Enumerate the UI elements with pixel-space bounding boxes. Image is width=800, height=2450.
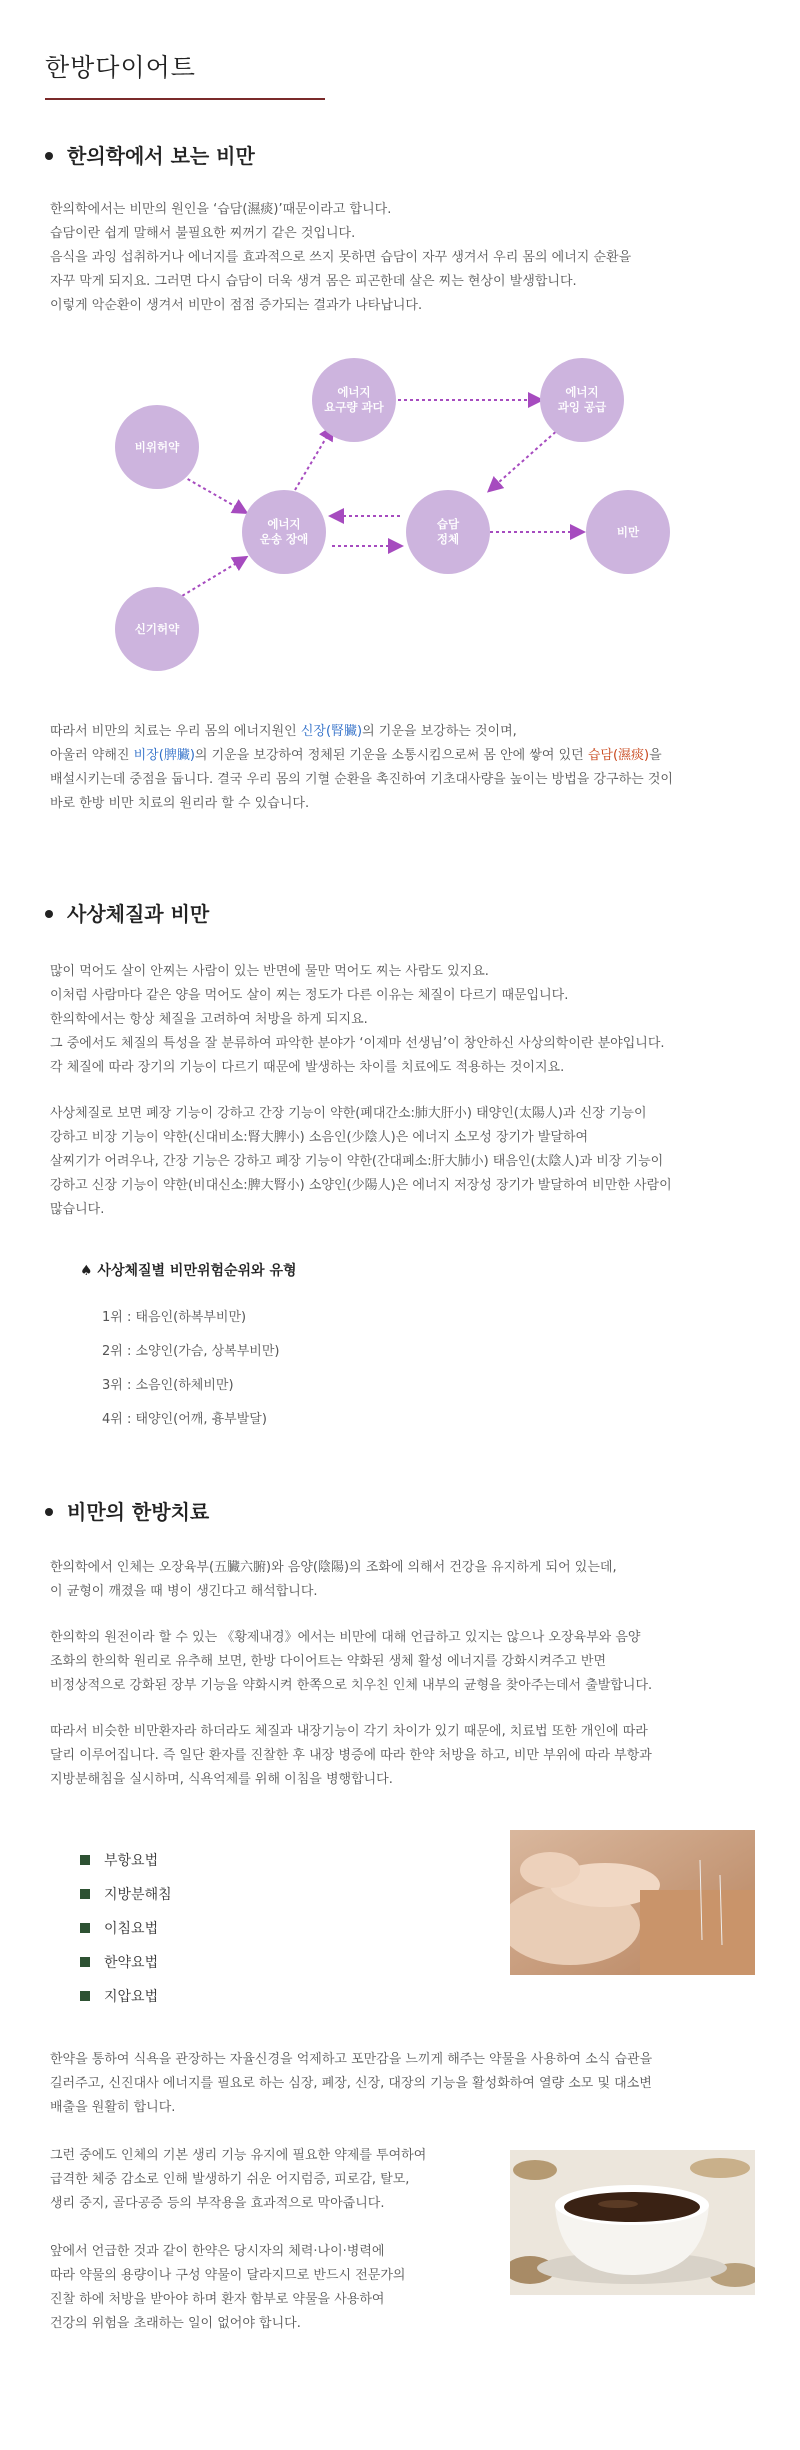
intro-paragraph xyxy=(50,198,770,318)
treatment-label: 이침요법 xyxy=(104,1921,159,1937)
treatment-list-item xyxy=(80,1918,158,1938)
paragraph-line: 따라서 비슷한 비만환자라 하더라도 체질과 내장기능이 각기 차이가 있기 때문에, 치료법 또한 개인에 따라 xyxy=(50,1724,648,1739)
treatment-paragraph-6 xyxy=(50,2240,490,2336)
arrow-supply-to-phlegm xyxy=(490,428,560,490)
square-bullet xyxy=(80,1889,90,1899)
treatment-label: 부항요법 xyxy=(104,1853,159,1869)
constitution-paragraph-2 xyxy=(50,1102,770,1222)
treatment-list-item xyxy=(80,1884,172,1904)
constitution-paragraph-1 xyxy=(50,960,770,1080)
conclusion-paragraph xyxy=(50,720,770,816)
paragraph-line: 사상체질로 보면 폐장 기능이 강하고 간장 기능이 약한(폐대간소:肺大肝小) 태양인(太陽人)과 신장 기능이 xyxy=(50,1106,647,1121)
node-label: 비위허약 xyxy=(134,439,180,454)
section-heading-treatment xyxy=(45,1496,209,1525)
herbal-medicine-photo xyxy=(510,2150,755,2295)
paragraph-line: 급격한 체중 감소로 인해 발생하기 쉬운 어지럼증, 피로감, 탈모, xyxy=(50,2172,410,2187)
treatment-paragraph-3 xyxy=(50,1720,770,1792)
treatment-label: 지압요법 xyxy=(104,1989,159,2005)
paragraph-line: 이 균형이 깨졌을 때 병이 생긴다고 해석합니다. xyxy=(50,1584,318,1599)
conclusion-line-2 xyxy=(50,744,770,768)
paragraph-line: 한약을 통하여 식욕을 관장하는 자율신경을 억제하고 포만감을 느끼게 해주는 약물을 사용하여 소식 습관을 xyxy=(50,2052,653,2067)
paragraph-line: 조화의 한의학 원리로 유추해 보면, 한방 다이어트는 약화된 생체 활성 에너지를 강화시켜주고 반면 xyxy=(50,1654,607,1669)
bullet-dot xyxy=(45,152,53,160)
section-heading-text: 비만의 한방치료 xyxy=(67,1500,210,1524)
paragraph-line: 강하고 신장 기능이 약한(비대신소:脾大腎小) 소양인(少陽人)은 에너지 저장성 장기가 발달하여 비만한 사람이 xyxy=(50,1178,672,1193)
node-kidney-weakness xyxy=(115,587,199,671)
treatment-label: 지방분해침 xyxy=(104,1887,172,1903)
node-spleen-weakness xyxy=(115,405,199,489)
paragraph-line: 각 체질에 따라 장기의 기능이 다르기 때문에 발생하는 차이를 치료에도 적용하는 것이지요. xyxy=(50,1060,565,1075)
obesity-cycle-diagram xyxy=(100,340,700,670)
treatment-list-item xyxy=(80,1986,158,2006)
highlight-kidney: 신장(腎臟) xyxy=(300,724,363,739)
paragraph-line: 그 중에서도 체질의 특성을 잘 분류하여 파악한 분야가 ‘이제마 선생님’이 창안하신 사상의학이란 분야입니다. xyxy=(50,1036,665,1051)
highlight-spleen: 비장(脾臟) xyxy=(133,748,195,763)
node-label: 요구량 과다 xyxy=(324,400,384,414)
node-label: 운송 장애 xyxy=(259,532,309,546)
section-heading-text: 사상체질과 비만 xyxy=(67,902,210,926)
risk-rank-item: 3위 : 소음인(하체비만) xyxy=(102,1378,234,1393)
node-label: 에너지 xyxy=(565,385,599,399)
square-bullet xyxy=(80,1991,90,2001)
intro-line: 이렇게 악순환이 생겨서 비만이 점점 증가되는 결과가 나타납니다. xyxy=(50,298,423,313)
acupuncture-photo xyxy=(510,1830,755,1975)
paragraph-line: 따라 약물의 용량이나 구성 약물이 달라지므로 반드시 전문가의 xyxy=(50,2268,406,2283)
paragraph-line: 많습니다. xyxy=(50,1202,105,1217)
bullet-dot xyxy=(45,1508,53,1516)
paragraph-line: 길러주고, 신진대사 에너지를 필요로 하는 심장, 폐장, 신장, 대장의 기능을 활성화하여 열량 소모 및 대소변 xyxy=(50,2076,652,2091)
paragraph-line: 앞에서 언급한 것과 같이 한약은 당시자의 체력·나이·병력에 xyxy=(50,2244,385,2259)
node-label: 비만 xyxy=(616,524,640,539)
page-title: 한방다이어트 xyxy=(45,53,196,82)
paragraph-line: 달리 이루어집니다. 즉 일단 환자를 진찰한 후 내장 병증에 따라 한약 처방을 하고, 비만 부위에 따라 부항과 xyxy=(50,1748,652,1763)
conclusion-line-1 xyxy=(50,720,770,744)
node-phlegm-stagnation xyxy=(406,490,490,574)
node-energy-transport-block xyxy=(242,490,326,574)
risk-ranking-title: ♠ 사상체질별 비만위험순위와 유형 xyxy=(80,1263,297,1279)
paragraph-line: 비정상적으로 강화된 장부 기능을 약화시켜 한쪽으로 치우친 인체 내부의 균형을 찾아주는데서 출발합니다. xyxy=(50,1678,653,1693)
intro-line: 습담이란 쉽게 말해서 불필요한 찌꺼기 같은 것입니다. xyxy=(50,226,356,241)
node-label: 에너지 xyxy=(337,385,371,399)
risk-rank-item: 1위 : 태음인(하복부비만) xyxy=(102,1310,247,1325)
square-bullet xyxy=(80,1957,90,1967)
treatment-list-item xyxy=(80,1850,158,1870)
section-heading-text: 한의학에서 보는 비만 xyxy=(67,144,255,168)
treatment-paragraph-4 xyxy=(50,2048,770,2120)
text-span: 아울러 약해진 xyxy=(50,748,134,763)
conclusion-line-3: 배설시키는데 중점을 둡니다. 결국 우리 몸의 기혈 순환을 촉진하여 기초대사량을 높이는 방법을 강구하는 것이 xyxy=(50,772,673,787)
node-energy-oversupply xyxy=(540,358,624,442)
paragraph-line: 건강의 위험을 초래하는 일이 없어야 합니다. xyxy=(50,2316,301,2331)
intro-line: 자꾸 막게 되지요. 그러면 다시 습담이 더욱 생겨 몸은 피곤한데 살은 찌는 현상이 발생합니다. xyxy=(50,274,577,289)
paragraph-line: 진찰 하에 처방을 받아야 하며 환자 함부로 약물을 사용하여 xyxy=(50,2292,385,2307)
node-energy-demand-excess xyxy=(312,358,396,442)
paragraph-line: 그런 중에도 인체의 기본 생리 기능 유지에 필요한 약제를 투여하여 xyxy=(50,2148,427,2163)
treatment-paragraph-5 xyxy=(50,2144,490,2216)
text-span: 의 기운을 보강하는 것이며, xyxy=(362,724,517,739)
paragraph-line: 한의학에서는 항상 체질을 고려하여 처방을 하게 되지요. xyxy=(50,1012,368,1027)
treatment-paragraph-2 xyxy=(50,1626,770,1698)
conclusion-line-4: 바로 한방 비만 치료의 원리라 할 수 있습니다. xyxy=(50,796,310,811)
square-bullet xyxy=(80,1923,90,1933)
node-label: 신기허약 xyxy=(134,621,180,636)
paragraph-line: 많이 먹어도 살이 안찌는 사람이 있는 반면에 물만 먹어도 찌는 사람도 있지요. xyxy=(50,964,489,979)
risk-rank-item: 4위 : 태양인(어깨, 흉부발달) xyxy=(102,1412,267,1427)
paragraph-line: 살찌기가 어려우나, 간장 기능은 강하고 폐장 기능이 약한(간대폐소:肝大肺小) 태음인(太陰人)과 비장 기능이 xyxy=(50,1154,664,1169)
paragraph-line: 배출을 원활히 합니다. xyxy=(50,2100,176,2115)
title-underline xyxy=(45,98,325,100)
paragraph-line: 한의학에서 인체는 오장육부(五臟六腑)와 음양(陰陽)의 조화에 의해서 건강을 유지하게 되어 있는데, xyxy=(50,1560,617,1575)
paragraph-line: 지방분해침을 실시하며, 식욕억제를 위해 이침을 병행합니다. xyxy=(50,1772,393,1787)
arrow-energy-block-to-demand xyxy=(295,428,332,490)
node-obesity xyxy=(586,490,670,574)
node-label: 정체 xyxy=(436,532,460,546)
highlight-phlegm: 습담(濕痰) xyxy=(587,748,650,763)
section-heading-obesity-in-korean-medicine xyxy=(45,140,255,169)
risk-rank-item: 2위 : 소양인(가슴, 상복부비만) xyxy=(102,1344,280,1359)
text-span: 따라서 비만의 치료는 우리 몸의 에너지원인 xyxy=(50,724,301,739)
paragraph-line: 강하고 비장 기능이 약한(신대비소:腎大脾小) 소음인(少陰人)은 에너지 소모성 장기가 발달하여 xyxy=(50,1130,589,1145)
section-heading-constitution xyxy=(45,898,209,927)
treatment-list-item xyxy=(80,1952,158,1972)
bullet-dot xyxy=(45,910,53,918)
node-label: 과잉 공급 xyxy=(557,400,607,414)
intro-line: 한의학에서는 비만의 원인을 ‘습담(濕痰)’때문이라고 합니다. xyxy=(50,202,392,217)
text-span: 을 xyxy=(649,748,662,763)
node-label: 습담 xyxy=(436,517,460,531)
intro-line: 음식을 과잉 섭취하거나 에너지를 효과적으로 쓰지 못하면 습담이 자꾸 생겨서 우리 몸의 에너지 순환을 xyxy=(50,250,632,265)
paragraph-line: 한의학의 원전이라 할 수 있는 《황제내경》에서는 비만에 대해 언급하고 있지는 않으나 오장육부와 음양 xyxy=(50,1630,641,1645)
treatment-paragraph-1 xyxy=(50,1556,770,1604)
node-label: 에너지 xyxy=(267,517,301,531)
paragraph-line: 생리 중지, 골다공증 등의 부작용을 효과적으로 막아줍니다. xyxy=(50,2196,385,2211)
square-bullet xyxy=(80,1855,90,1865)
treatment-label: 한약요법 xyxy=(104,1955,159,1971)
paragraph-line: 이처럼 사람마다 같은 양을 먹어도 살이 찌는 정도가 다른 이유는 체질이 다르기 때문입니다. xyxy=(50,988,569,1003)
text-span: 의 기운을 보강하여 정체된 기운을 소통시킴으로써 몸 안에 쌓여 있던 xyxy=(194,748,588,763)
